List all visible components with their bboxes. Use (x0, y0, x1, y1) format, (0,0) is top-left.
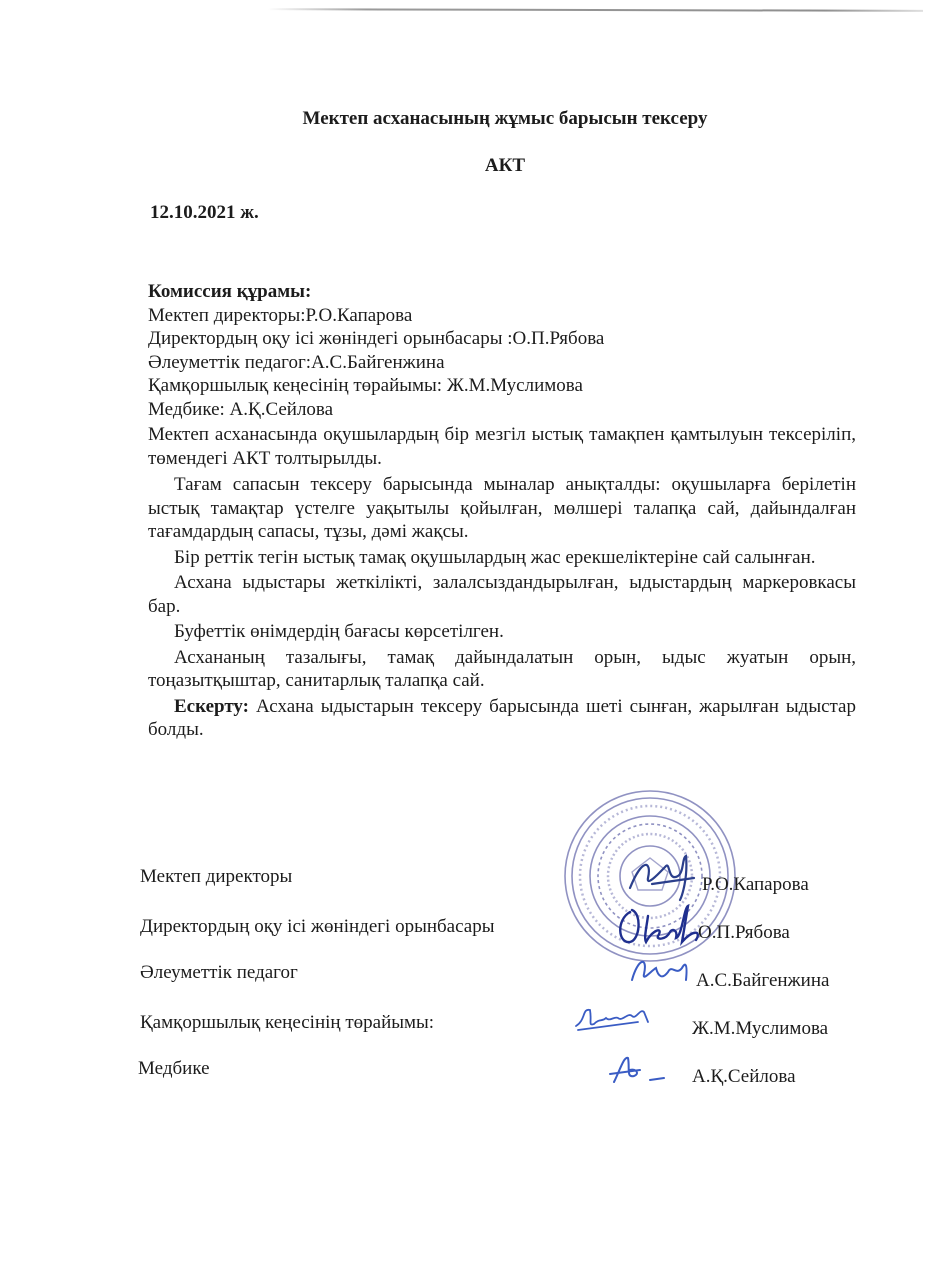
signature-row-deputy (0, 916, 930, 946)
paragraph-buffet: Буфеттік өнімдердің бағасы көрсетілген. (174, 621, 504, 642)
signature-role: Медбике (138, 1058, 210, 1079)
document-heading: Мектеп асханасының жұмыс барысын тексеру (302, 108, 708, 129)
signature-row-chair (0, 1012, 930, 1042)
signature-row-director (0, 866, 930, 896)
signature-row-pedagog (0, 962, 930, 992)
signature-role: Әлеуметтік педагог (140, 962, 298, 983)
signature-role: Мектеп директоры (140, 866, 293, 887)
signature-name: А.Қ.Сейлова (692, 1066, 796, 1087)
paragraph-cleanliness: Асхананың тазалығы, тамақ дайындалатын орын, ыдыс жуатын орын, тоңазытқыштар, санитарлық талапқа сай. (148, 646, 856, 691)
commission-member: Мектеп директоры:Р.О.Капарова (148, 304, 413, 326)
signature-role: Директордың оқу ісі жөніндегі орынбасары (140, 916, 495, 937)
scan-edge-line (268, 8, 923, 12)
commission-member: Медбике: А.Қ.Сейлова (148, 398, 334, 420)
paragraph-intro: Мектеп асханасында оқушылардың бір мезгіл ыстық тамақпен қамтылуын тексеріліп, төмендегі АКТ толтырылды. (148, 424, 856, 469)
commission-title: Комиссия құрамы: (148, 281, 312, 302)
paragraph-free-meal: Бір реттік тегін ыстық тамақ оқушылардың жас ерекшеліктеріне сай салынған. (174, 546, 816, 568)
note-label: Ескерту: (174, 695, 249, 717)
paragraph-food-quality: Тағам сапасын тексеру барысында мыналар анықталды: оқушыларға берілетін ыстық тамақтар үстелге уақытылы қойылған, мөлшері талапқа сай, дайындалған тағамдардың сапасы, тұзы, дәмі жақсы. (148, 474, 856, 542)
commission-member: Қамқоршылық кеңесінің төрайымы: Ж.М.Муслимова (148, 375, 583, 396)
paragraph-note (148, 695, 856, 742)
paragraph-dishes: Асхана ыдыстары жеткілікті, залалсыздандырылған, ыдыстардың маркеровкасы бар. (148, 572, 856, 617)
signature-role: Қамқоршылық кеңесінің төрайымы: (140, 1012, 435, 1033)
note-text: Асхана ыдыстарын тексеру барысында шеті сынған, жарылған ыдыстар болды. (148, 695, 856, 740)
signature-name: А.С.Байгенжина (696, 970, 830, 991)
signature-name: Ж.М.Муслимова (692, 1018, 829, 1039)
commission-member: Директордың оқу ісі жөніндегі орынбасары :О.П.Рябова (148, 328, 605, 349)
commission-member: Әлеуметтік педагог:А.С.Байгенжина (148, 351, 445, 373)
commission-block (148, 280, 856, 421)
document-act-title: АКТ (484, 155, 526, 176)
signature-name: О.П.Рябова (698, 922, 790, 943)
signature-row-nurse (0, 1058, 930, 1088)
act-body (148, 423, 856, 742)
signature-name: Р.О.Капарова (702, 874, 809, 895)
document-date: 12.10.2021 ж. (150, 202, 259, 223)
